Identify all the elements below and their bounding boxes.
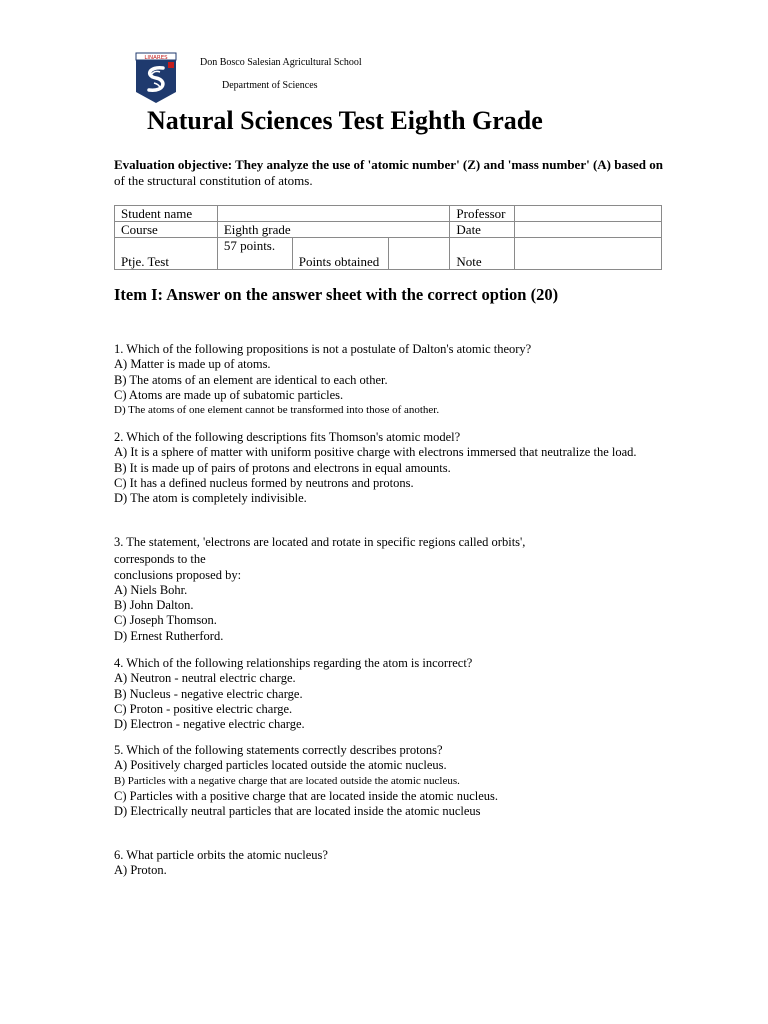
question-4: [114, 656, 664, 732]
question-5: [114, 743, 664, 819]
option-d: D) Ernest Rutherford.: [114, 628, 224, 643]
department-name: Department of Sciences: [222, 80, 318, 91]
question-1: [114, 342, 664, 418]
option-c: C) Joseph Thomson.: [114, 613, 217, 628]
objective-lead: Evaluation objective: They analyze the use of 'atomic number' (Z) and 'mass number' (A) based on: [114, 157, 664, 172]
date-label: Date: [450, 222, 515, 238]
option-d: D) The atom is completely indivisible.: [114, 491, 307, 506]
points-obtained-label: Points obtained: [292, 238, 388, 270]
question-text-cont: corresponds to the: [114, 552, 206, 567]
points-obtained-field[interactable]: [388, 238, 450, 270]
student-name-label: Student name: [115, 206, 218, 222]
course-value: Eighth grade: [217, 222, 450, 238]
option-b: B) Particles with a negative charge that are located outside the atomic nucleus.: [114, 774, 460, 787]
option-a: A) Positively charged particles located outside the atomic nucleus.: [114, 758, 447, 773]
logo-text: LINARES: [144, 55, 168, 61]
points-total: 57 points.: [217, 238, 292, 270]
option-d: D) Electrically neutral particles that are located inside the atomic nucleus: [114, 804, 481, 819]
ptje-label: Ptje. Test: [115, 238, 218, 270]
option-c: C) Proton - positive electric charge.: [114, 701, 293, 716]
option-c: C) It has a defined nucleus formed by neutrons and protons.: [114, 475, 414, 490]
option-c: C) Particles with a positive charge that are located inside the atomic nucleus.: [114, 788, 499, 803]
option-b: B) It is made up of pairs of protons and electrons in equal amounts.: [114, 460, 451, 475]
option-a: A) Matter is made up of atoms.: [114, 357, 271, 372]
option-c: C) Atoms are made up of subatomic particles.: [114, 387, 344, 402]
student-info-table: [114, 205, 662, 270]
option-a: A) Neutron - neutral electric charge.: [114, 671, 296, 686]
option-b: B) John Dalton.: [114, 598, 194, 613]
question-text-cont: conclusions proposed by:: [114, 567, 242, 582]
question-text: 1. Which of the following propositions is not a postulate of Dalton's atomic theory?: [114, 342, 532, 356]
option-d: D) Electron - negative electric charge.: [114, 717, 305, 732]
evaluation-objective: [114, 157, 694, 189]
student-name-field[interactable]: [217, 206, 450, 222]
note-field[interactable]: [515, 238, 662, 270]
note-label: Note: [450, 238, 515, 270]
question-6: [114, 848, 664, 879]
option-b: B) The atoms of an element are identical to each other.: [114, 372, 388, 387]
question-2: [114, 430, 664, 506]
objective-rest: of the structural constitution of atoms.: [114, 173, 313, 188]
question-text: 5. Which of the following statements correctly describes protons?: [114, 743, 443, 757]
question-text: 4. Which of the following relationships regarding the atom is incorrect?: [114, 656, 473, 670]
date-field[interactable]: [515, 222, 662, 238]
option-d: D) The atoms of one element cannot be transformed into those of another.: [114, 404, 440, 417]
school-logo: [135, 52, 177, 104]
professor-field[interactable]: [515, 206, 662, 222]
question-text: 2. Which of the following descriptions fits Thomson's atomic model?: [114, 430, 461, 444]
school-name: Don Bosco Salesian Agricultural School: [200, 57, 362, 68]
option-a: A) It is a sphere of matter with uniform positive charge with electrons immersed that neutralize the load.: [114, 445, 637, 460]
item-heading: Item I: Answer on the answer sheet with the correct option (20): [114, 285, 559, 304]
page-title: Natural Sciences Test Eighth Grade: [147, 106, 543, 135]
option-a: A) Proton.: [114, 863, 167, 878]
question-text: 6. What particle orbits the atomic nucleus?: [114, 848, 328, 862]
option-b: B) Nucleus - negative electric charge.: [114, 686, 303, 701]
question-3: [114, 535, 664, 644]
question-text: 3. The statement, 'electrons are located and rotate in specific regions called orbits',: [114, 535, 526, 549]
course-label: Course: [115, 222, 218, 238]
professor-label: Professor: [450, 206, 515, 222]
option-a: A) Niels Bohr.: [114, 582, 188, 597]
